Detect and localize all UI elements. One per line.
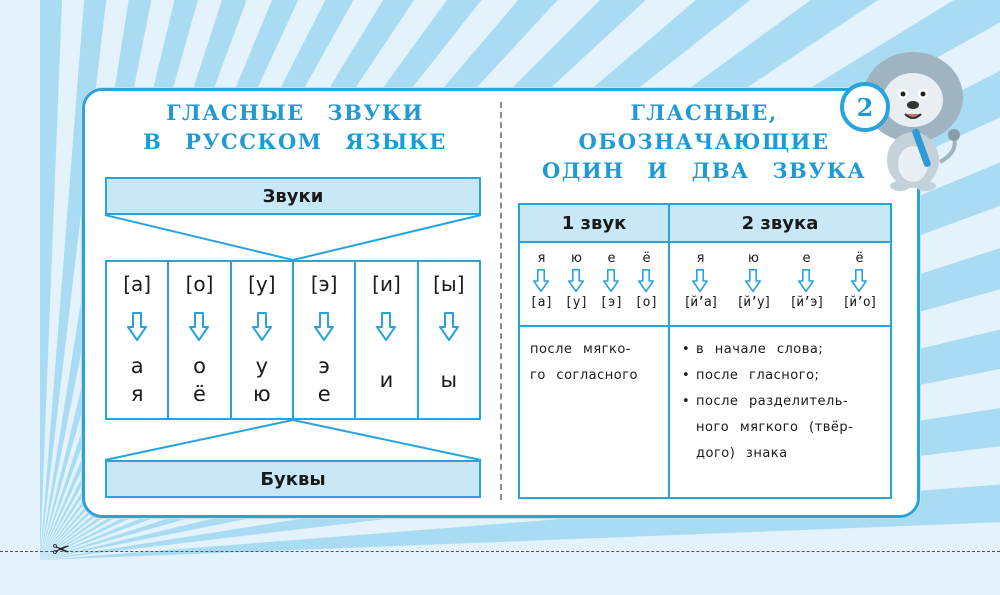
one-two-sounds-table bbox=[518, 203, 892, 499]
vowel-column bbox=[169, 262, 231, 418]
vowel-column bbox=[294, 262, 356, 418]
rule-line: после мягко- bbox=[530, 342, 631, 357]
down-arrow-icon bbox=[189, 310, 209, 344]
vowel-letter: и bbox=[379, 368, 394, 392]
rule-line: дого) знака bbox=[696, 446, 788, 461]
letter-sound-pair bbox=[842, 251, 876, 310]
left-title bbox=[110, 98, 480, 156]
col-two-sounds-header: 2 звука bbox=[741, 212, 819, 234]
rule-line: ного мягкого (твёр- bbox=[696, 420, 854, 435]
vowel-sound: [о] bbox=[185, 272, 214, 296]
sound: [й’у] bbox=[736, 295, 771, 310]
down-arrow-icon bbox=[439, 310, 459, 344]
vowel-letters bbox=[441, 366, 458, 394]
vowel-letter: а bbox=[130, 354, 144, 378]
right-title-line: ГЛАСНЫЕ, bbox=[630, 100, 778, 125]
sounds-header bbox=[105, 177, 481, 215]
down-arrow-icon bbox=[376, 310, 396, 344]
down-arrow-icon bbox=[798, 269, 814, 293]
table-row-rules bbox=[520, 327, 890, 497]
letter-sound-pair bbox=[600, 251, 623, 310]
letter-sound-pair bbox=[683, 251, 717, 310]
down-arrow-icon bbox=[568, 269, 584, 293]
col-one-sound-header: 1 звук bbox=[520, 205, 670, 241]
two-sound-rules bbox=[670, 327, 890, 497]
letter: ё bbox=[855, 251, 864, 266]
down-arrow-icon bbox=[314, 310, 334, 344]
arrow-wrap bbox=[851, 269, 867, 293]
letter: я bbox=[696, 251, 705, 266]
arrow-wrap bbox=[745, 269, 761, 293]
letter-sound-pair bbox=[789, 251, 823, 310]
vowel-letters bbox=[318, 352, 331, 408]
sound: [а] bbox=[529, 295, 554, 310]
sound: [й’о] bbox=[842, 295, 877, 310]
letter: ю bbox=[571, 251, 582, 266]
sounds-label: Звуки bbox=[262, 185, 324, 207]
right-title-line: ОДИН И ДВА ЗВУКА bbox=[541, 158, 867, 183]
vowel-letters bbox=[131, 352, 144, 408]
arrow-wrap bbox=[638, 269, 654, 293]
vowel-grid bbox=[105, 260, 481, 420]
table-row-letters bbox=[520, 243, 890, 327]
vowel-letter: ы bbox=[440, 368, 458, 392]
sound: [у] bbox=[564, 295, 589, 310]
scissors-icon: ✂ bbox=[52, 538, 71, 563]
down-arrow-icon bbox=[745, 269, 761, 293]
vowel-column bbox=[107, 262, 169, 418]
vowel-letters bbox=[380, 366, 394, 394]
letter: е bbox=[607, 251, 616, 266]
vowel-sound: [у] bbox=[248, 272, 276, 296]
arrow-wrap bbox=[252, 310, 272, 344]
rule-line: • в начале слова; bbox=[696, 342, 824, 357]
arrow-wrap bbox=[314, 310, 334, 344]
vowel-sound: [э] bbox=[310, 272, 338, 296]
arrow-wrap bbox=[692, 269, 708, 293]
vowel-sound: [ы] bbox=[433, 272, 465, 296]
letter: ю bbox=[748, 251, 759, 266]
rule-line: го согласного bbox=[530, 368, 639, 383]
vowel-letter: о bbox=[193, 354, 206, 378]
cut-line bbox=[0, 551, 1000, 552]
page-number: 2 bbox=[856, 92, 874, 122]
vowel-sound: [а] bbox=[123, 272, 152, 296]
vowel-letter: ё bbox=[193, 382, 206, 406]
letter-sound-pair bbox=[736, 251, 770, 310]
letters-footer bbox=[105, 460, 481, 498]
vowel-letter: у bbox=[255, 354, 269, 378]
table-header bbox=[520, 205, 890, 243]
sound: [э] bbox=[599, 295, 624, 310]
letter-sound-pair bbox=[530, 251, 553, 310]
vowel-letter: э bbox=[318, 354, 330, 378]
arrow-wrap bbox=[376, 310, 396, 344]
vowel-letter: ю bbox=[252, 382, 271, 406]
letter-sound-pair bbox=[565, 251, 588, 310]
rule-line: • после гласного; bbox=[696, 368, 820, 383]
vowel-letter: я bbox=[130, 382, 144, 406]
arrow-wrap bbox=[568, 269, 584, 293]
rule-line: • после разделитель- bbox=[696, 394, 849, 409]
rule-item bbox=[680, 389, 880, 467]
down-arrow-icon bbox=[692, 269, 708, 293]
down-arrow-icon bbox=[638, 269, 654, 293]
vowel-column bbox=[419, 262, 479, 418]
left-title-line: В РУССКОМ ЯЗЫКЕ bbox=[143, 129, 447, 154]
letter: ё bbox=[642, 251, 651, 266]
rule-item bbox=[680, 363, 880, 389]
left-title-line: ГЛАСНЫЕ ЗВУКИ bbox=[166, 100, 424, 125]
arrow-wrap bbox=[439, 310, 459, 344]
arrow-wrap bbox=[798, 269, 814, 293]
arrow-wrap bbox=[189, 310, 209, 344]
right-title-line: ОБОЗНАЧАЮЩИЕ bbox=[578, 129, 830, 154]
vowel-column bbox=[232, 262, 294, 418]
arrow-wrap bbox=[603, 269, 619, 293]
letter-sound-pair bbox=[635, 251, 658, 310]
arrow-wrap bbox=[533, 269, 549, 293]
vowel-column bbox=[356, 262, 418, 418]
one-sound-letters bbox=[520, 243, 670, 325]
sound: [й’а] bbox=[683, 295, 718, 310]
down-arrow-icon bbox=[533, 269, 549, 293]
letter: е bbox=[802, 251, 811, 266]
rule-item bbox=[680, 337, 880, 363]
one-sound-rule bbox=[520, 327, 670, 497]
arrow-wrap bbox=[127, 310, 147, 344]
down-arrow-icon bbox=[252, 310, 272, 344]
vowel-letter: е bbox=[317, 382, 331, 406]
down-arrow-icon bbox=[127, 310, 147, 344]
sound: [о] bbox=[634, 295, 659, 310]
down-arrow-icon bbox=[851, 269, 867, 293]
letter: я bbox=[537, 251, 546, 266]
letters-label: Буквы bbox=[260, 468, 326, 490]
two-sounds-letters bbox=[670, 243, 890, 325]
down-arrow-icon bbox=[603, 269, 619, 293]
vowel-letters bbox=[193, 352, 206, 408]
page-number-badge bbox=[840, 82, 890, 132]
center-divider bbox=[500, 102, 502, 500]
vowel-letters bbox=[253, 352, 271, 408]
sound: [й’э] bbox=[789, 295, 824, 310]
vowel-sound: [и] bbox=[372, 272, 401, 296]
